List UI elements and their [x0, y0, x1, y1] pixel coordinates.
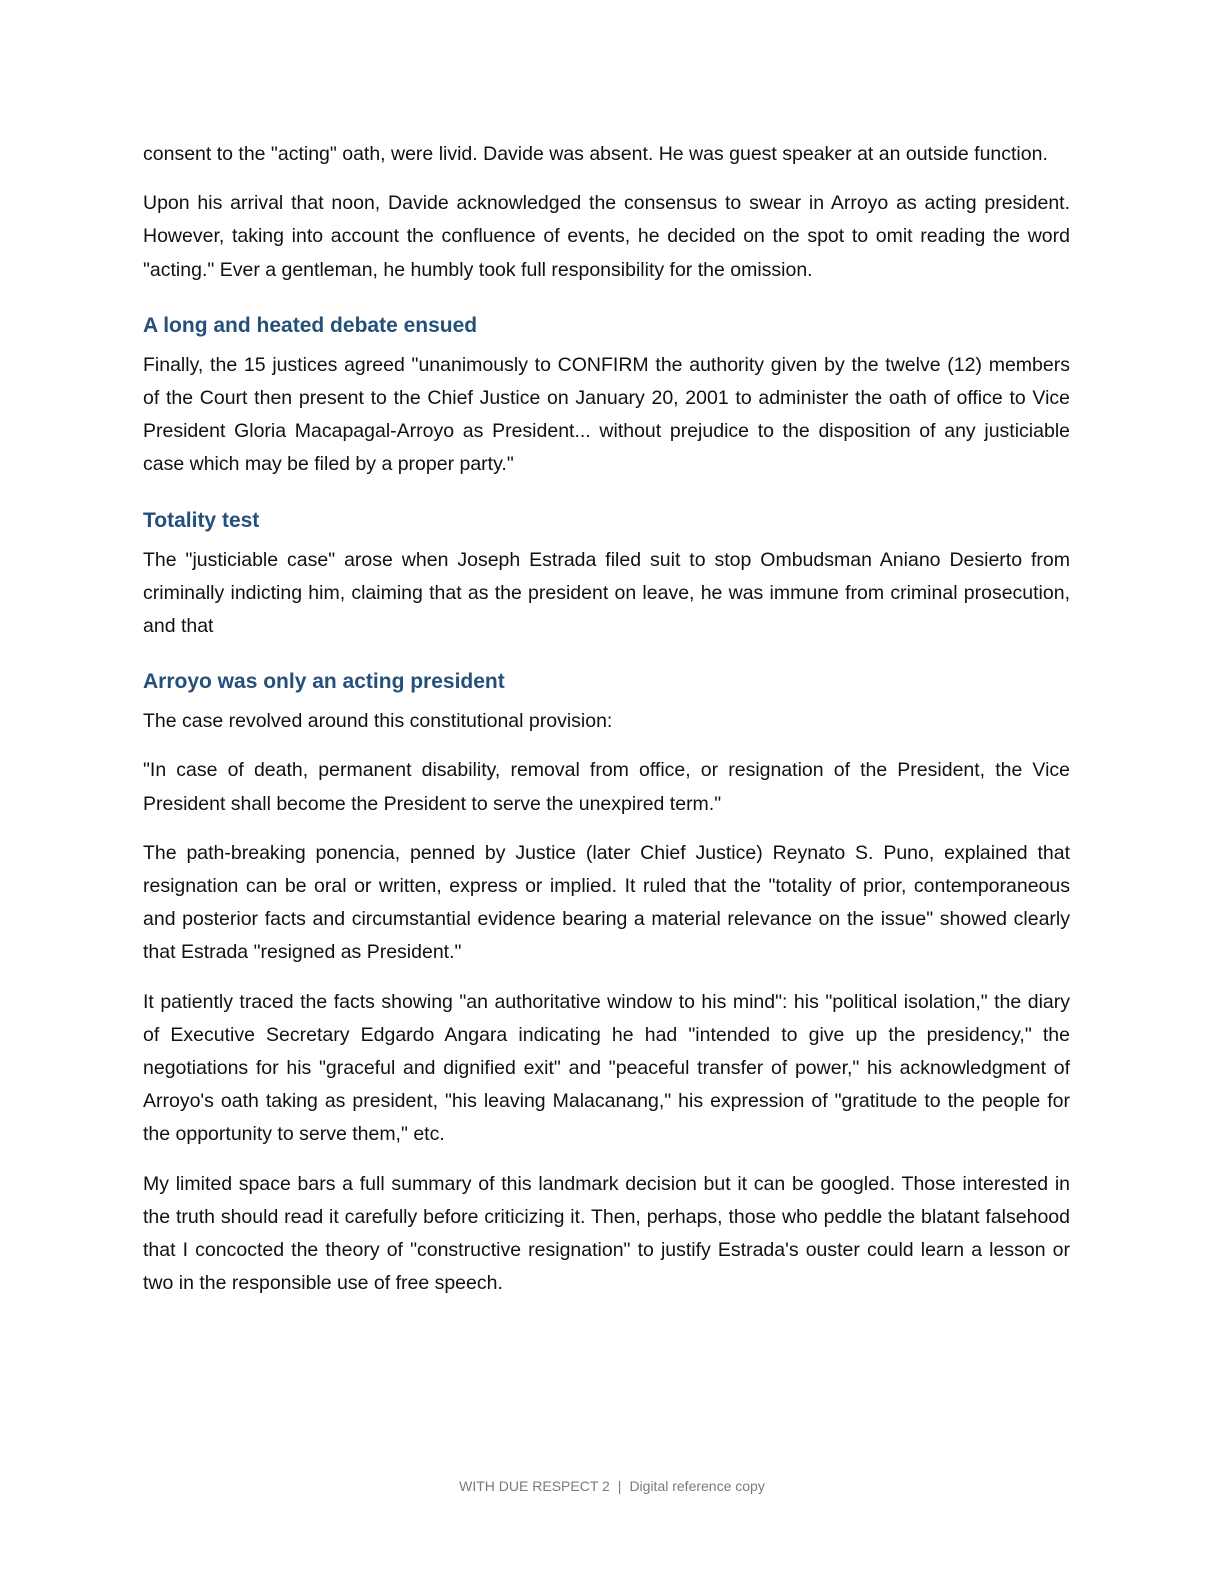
paragraph: My limited space bars a full summary of this landmark decision but it can be googled. Those interested in the truth should read it carefully before criticizing it. Then, perhaps, those who peddle the blatant falsehood that I concocted the theory of "constructive resignation" to justify Estrada's ouster could learn a lesson or two in the responsible use of free speech.: [143, 1172, 1070, 1295]
paragraph: Finally, the 15 justices agreed "unanimously to CONFIRM the authority given by the twelve (12) members of the Court then present to the Chief Justice on January 20, 2001 to administer the oath of office to Vice President Gloria Macapagal-Arroyo as President... without prejudice to the disposition of any justiciable case which may be filed by a proper party.": [143, 353, 1070, 476]
paragraph: Upon his arrival that noon, Davide acknowledged the consensus to swear in Arroyo as acting president. However, taking into account the confluence of events, he decided on the spot to omit reading the word "acting." Ever a gentleman, he humbly took full responsibility for the omission.: [143, 192, 1070, 281]
footer-title: WITH DUE RESPECT 2: [459, 1478, 610, 1494]
document-body: [143, 138, 1070, 1316]
quoted-provision: "In case of death, permanent disability, removal from office, or resignation of the President, the Vice President shall become the President to serve the unexpired term.": [143, 759, 1070, 815]
section-heading: A long and heated debate ensued: [143, 313, 478, 337]
page-footer: [0, 1478, 1224, 1494]
paragraph: The path-breaking ponencia, penned by Justice (later Chief Justice) Reynato S. Puno, explained that resignation can be oral or written, express or implied. It ruled that the "totality of prior, contemporaneous and posterior facts and circumstantial evidence bearing a material relevance on the issue" showed clearly that Estrada "resigned as President.": [143, 841, 1070, 964]
paragraph: consent to the "acting" oath, were livid. Davide was absent. He was guest speaker at an outside function.: [143, 143, 1048, 165]
section-heading: Totality test: [143, 508, 260, 532]
paragraph: It patiently traced the facts showing "an authoritative window to his mind": his "political isolation," the diary of Executive Secretary Edgardo Angara indicating he had "intended to give up the presidency," the negotiations for his "graceful and dignified exit" and "peaceful transfer of power," his acknowledgment of Arroyo's oath taking as president, "his leaving Malacanang," his expression of "gratitude to the people for the opportunity to serve them," etc.: [143, 990, 1070, 1146]
section-heading: Arroyo was only an acting president: [143, 670, 505, 694]
paragraph: The case revolved around this constitutional provision:: [143, 710, 613, 733]
footer-separator: |: [617, 1478, 622, 1494]
paragraph: The "justiciable case" arose when Joseph Estrada filed suit to stop Ombudsman Aniano Desierto from criminally indicting him, claiming that as the president on leave, he was immune from criminal prosecution, and that: [143, 548, 1070, 638]
footer-note: Digital reference copy: [629, 1478, 765, 1494]
